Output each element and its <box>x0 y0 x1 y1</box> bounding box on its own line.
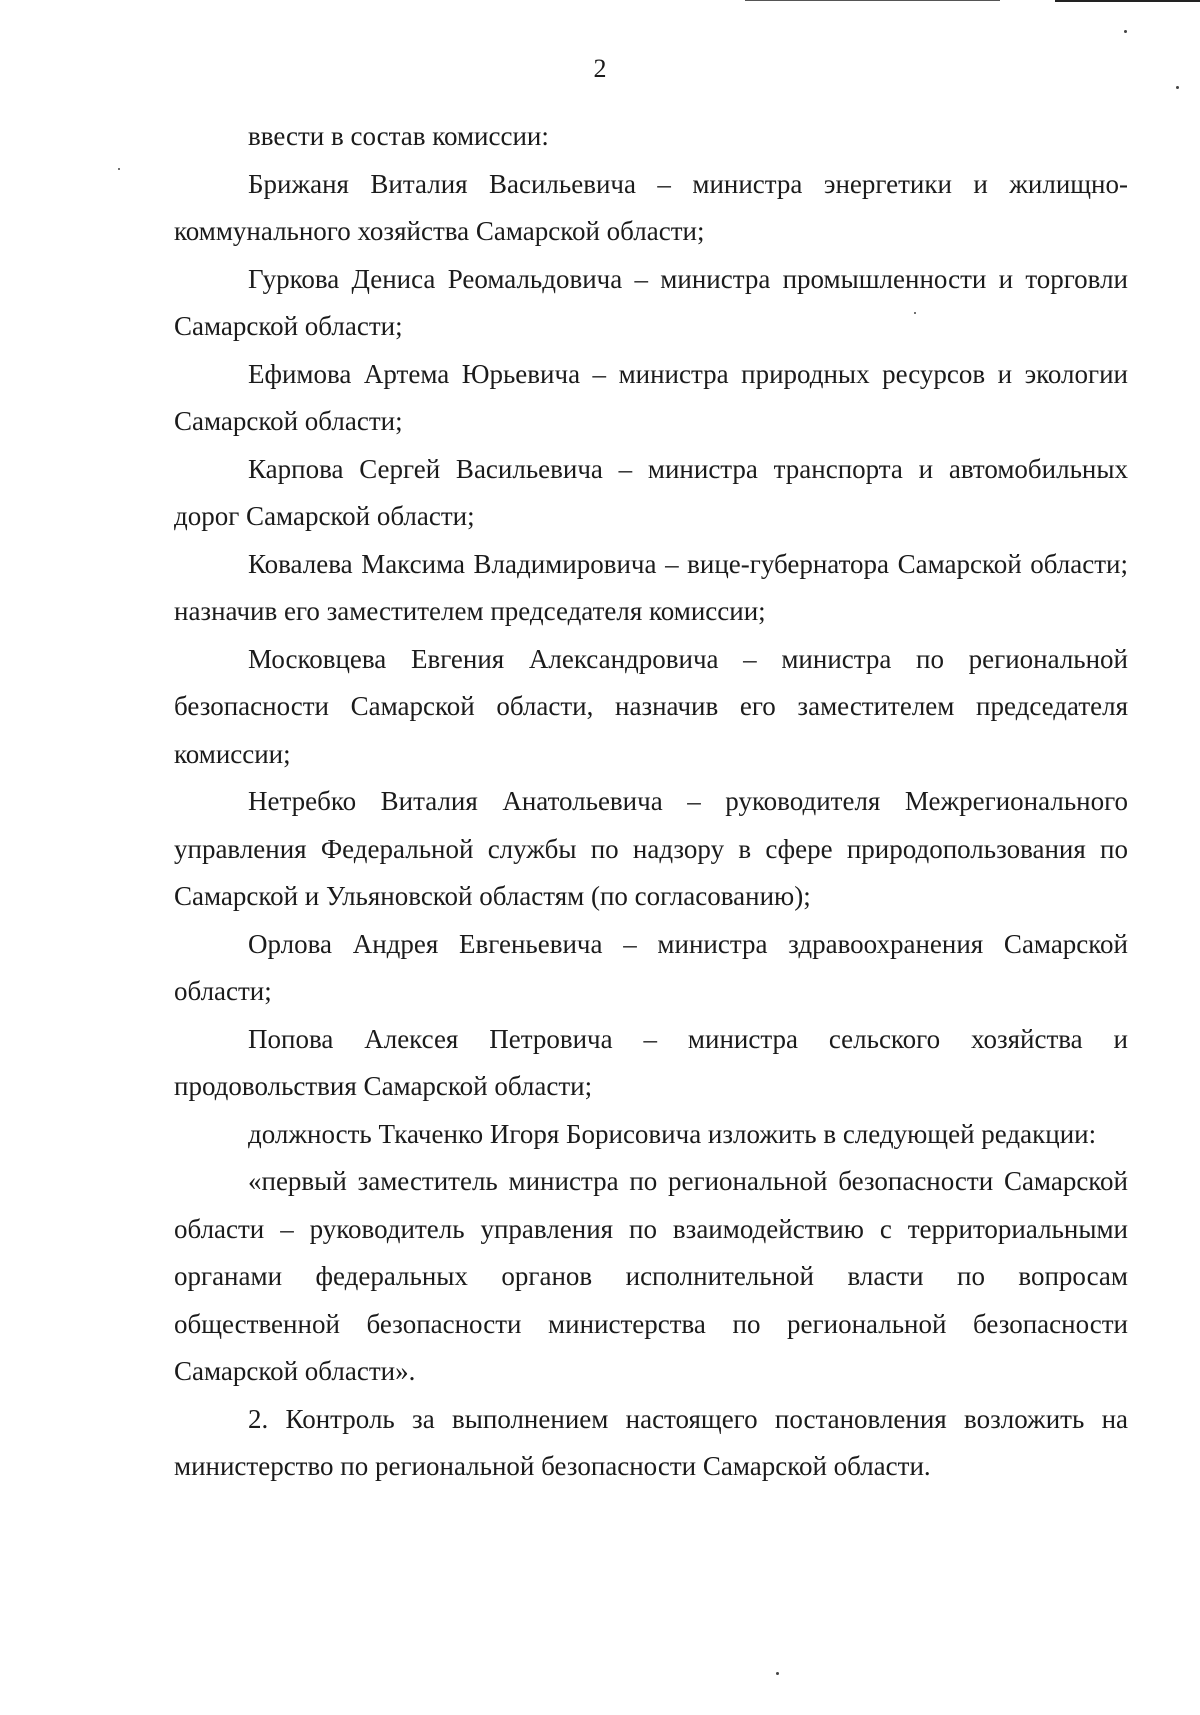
scan-speck <box>1176 86 1179 89</box>
control-clause: 2. Контроль за выполнением настоящего постановления возложить на министерство по региональной безопасности Самарской области. <box>174 1403 1128 1481</box>
scan-edge-mark <box>1055 0 1200 2</box>
document-body <box>174 113 1128 1491</box>
intro-line: ввести в состав комиссии: <box>248 121 549 151</box>
member-entry: Московцева Евгения Александровича – министра по региональной безопасности Самарской области, назначив его заместителем председателя комиссии; <box>174 643 1128 769</box>
scan-speck <box>1124 30 1127 33</box>
member-entry: Брижаня Виталия Васильевича – министра энергетики и жилищно-коммунального хозяйства Самарской области; <box>174 168 1128 246</box>
member-entry: Попова Алексея Петровича – министра сельского хозяйства и продовольствия Самарской области; <box>174 1023 1128 1101</box>
position-new-wording: «первый заместитель министра по региональной безопасности Самарской области – руководитель управления по взаимодействию с территориальными органами федеральных органов исполнительной власти по вопросам общественной безопасности министерства по региональной безопасности Самарской области». <box>174 1166 1128 1386</box>
scan-edge-mark <box>745 0 1000 1</box>
member-entry: Ковалева Максима Владимировича – вице-губернатора Самарской области; назначив его заместителем председателя комиссии; <box>174 548 1128 626</box>
scan-speck <box>776 1672 779 1675</box>
member-entry: Орлова Андрея Евгеньевича – министра здравоохранения Самарской области; <box>174 928 1128 1006</box>
member-entry: Нетребко Виталия Анатольевича – руководителя Межрегионального управления Федеральной службы по надзору в сфере природопользования по Самарской и Ульяновской областям (по согласованию); <box>174 786 1128 911</box>
scan-speck <box>118 168 120 170</box>
position-change-intro: должность Ткаченко Игоря Борисовича изложить в следующей редакции: <box>248 1118 1097 1149</box>
page-number: 2 <box>593 54 607 83</box>
member-entry: Гуркова Дениса Реомальдовича – министра промышленности и торговли Самарской области; <box>174 263 1128 341</box>
member-entry: Ефимова Артема Юрьевича – министра природных ресурсов и экологии Самарской области; <box>174 358 1128 436</box>
member-entry: Карпова Сергей Васильевича – министра транспорта и автомобильных дорог Самарской области; <box>174 453 1128 531</box>
